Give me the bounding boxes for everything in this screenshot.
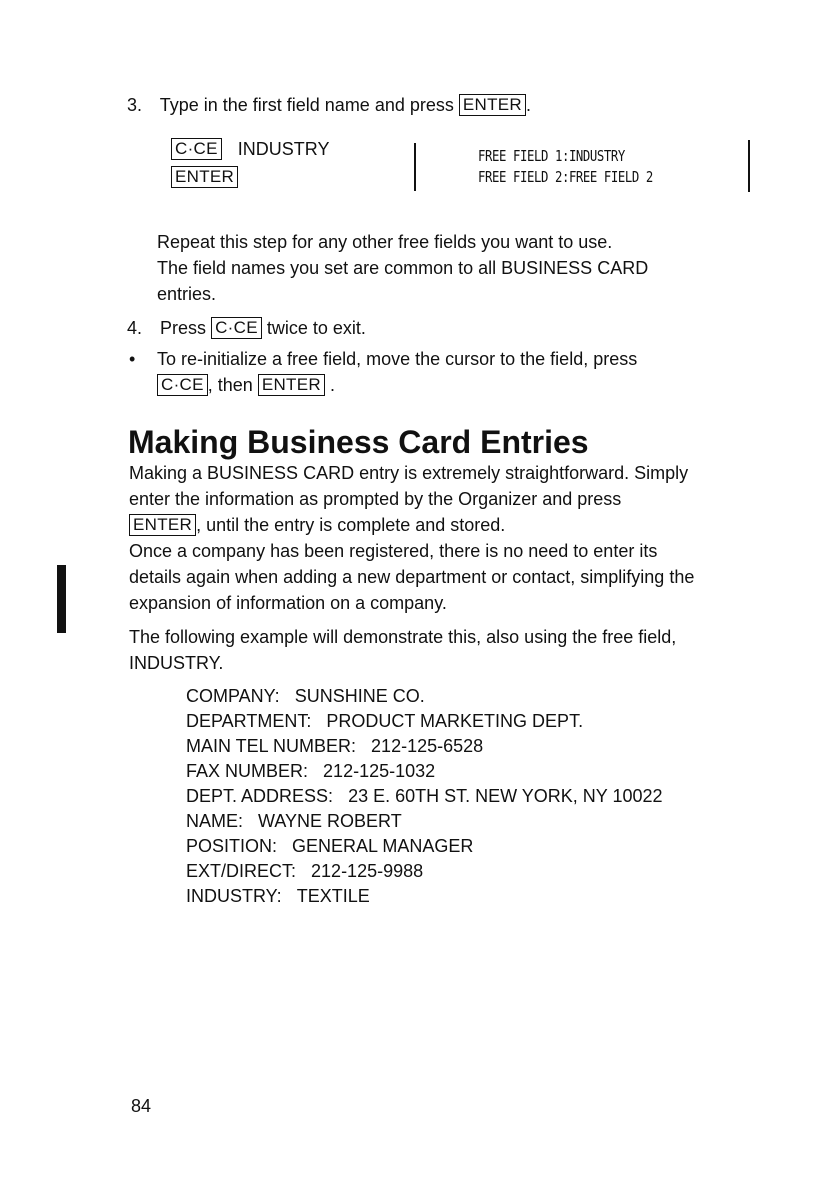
paragraph-line: enter the information as prompted by the Organizer and press [129, 489, 622, 509]
step-text-end: . [526, 95, 532, 115]
example-row [186, 759, 663, 784]
example-row [186, 684, 663, 709]
paragraph-line: The following example will demonstrate this, also using the free field, [129, 627, 677, 647]
bullet-text: , then [207, 375, 253, 395]
example-row [186, 834, 663, 859]
example-row [186, 859, 663, 884]
step-number: 4. [127, 318, 143, 338]
field-value: 212-125-9988 [311, 861, 424, 881]
field-label: INDUSTRY: [186, 886, 282, 906]
repeat-note-line: Repeat this step for any other free fields you want to use. [157, 232, 613, 252]
example-row [186, 709, 663, 734]
repeat-note-line: entries. [157, 284, 217, 304]
example-row [186, 784, 663, 809]
cce-key: C·CE [157, 374, 208, 396]
cce-key: C·CE [171, 138, 222, 160]
bullet-item [157, 346, 637, 398]
keystroke-row [171, 136, 329, 162]
field-value: WAYNE ROBERT [258, 811, 402, 831]
paragraph [129, 624, 676, 676]
example-row [186, 734, 663, 759]
step-text: Type in the first field name and press [159, 95, 454, 115]
page-number: 84 [131, 1096, 152, 1116]
paragraph-line: details again when adding a new department or contact, simplifying the [129, 567, 695, 587]
paragraph-line: Once a company has been registered, there is no need to enter its [129, 541, 658, 561]
bullet-line: To re-initialize a free field, move the cursor to the field, press [157, 349, 638, 369]
lcd-display [478, 146, 653, 188]
repeat-note-line: The field names you set are common to all BUSINESS CARD [157, 258, 649, 278]
paragraph-line: Making a BUSINESS CARD entry is extremely straightforward. Simply [129, 463, 689, 483]
enter-key: ENTER [129, 514, 196, 536]
enter-key: ENTER [171, 166, 238, 188]
display-left-border [414, 143, 416, 191]
field-label: FAX NUMBER: [186, 761, 309, 781]
field-value: GENERAL MANAGER [292, 836, 474, 856]
step-3 [127, 92, 531, 118]
keystroke-row [171, 164, 238, 190]
field-label: POSITION: [186, 836, 278, 856]
step-text: Press [160, 318, 207, 338]
section-title: Making Business Card Entries [128, 424, 589, 460]
step-number: 3. [127, 95, 143, 115]
field-label: DEPARTMENT: [186, 711, 312, 731]
change-bar [57, 565, 66, 633]
keystroke-text: INDUSTRY [237, 139, 330, 159]
field-label: COMPANY: [186, 686, 280, 706]
paragraph-line: INDUSTRY. [129, 653, 224, 673]
display-right-border [748, 140, 750, 192]
cce-key: C·CE [211, 317, 262, 339]
paragraph-text: , until the entry is complete and stored. [196, 515, 506, 535]
example-entry [186, 684, 663, 909]
field-value: 212-125-6528 [371, 736, 484, 756]
bullet-symbol: • [129, 349, 136, 369]
bullet-text: . [329, 375, 335, 395]
field-label: MAIN TEL NUMBER: [186, 736, 357, 756]
step-4 [127, 315, 366, 341]
enter-key: ENTER [258, 374, 325, 396]
enter-key: ENTER [459, 94, 526, 116]
field-value: 23 E. 60TH ST. NEW YORK, NY 10022 [348, 786, 663, 806]
field-value: TEXTILE [296, 886, 370, 906]
field-label: NAME: [186, 811, 244, 831]
lcd-line: FREE FIELD 1:INDUSTRY [478, 147, 625, 165]
paragraph [129, 460, 694, 616]
field-value: PRODUCT MARKETING DEPT. [326, 711, 584, 731]
step-text: twice to exit. [266, 318, 366, 338]
repeat-note [157, 229, 648, 307]
field-value: 212-125-1032 [323, 761, 436, 781]
field-value: SUNSHINE CO. [294, 686, 425, 706]
example-row [186, 809, 663, 834]
field-label: EXT/DIRECT: [186, 861, 297, 881]
field-label: DEPT. ADDRESS: [186, 786, 334, 806]
example-row [186, 884, 663, 909]
paragraph-line: expansion of information on a company. [129, 593, 447, 613]
lcd-line: FREE FIELD 2:FREE FIELD 2 [478, 168, 653, 186]
